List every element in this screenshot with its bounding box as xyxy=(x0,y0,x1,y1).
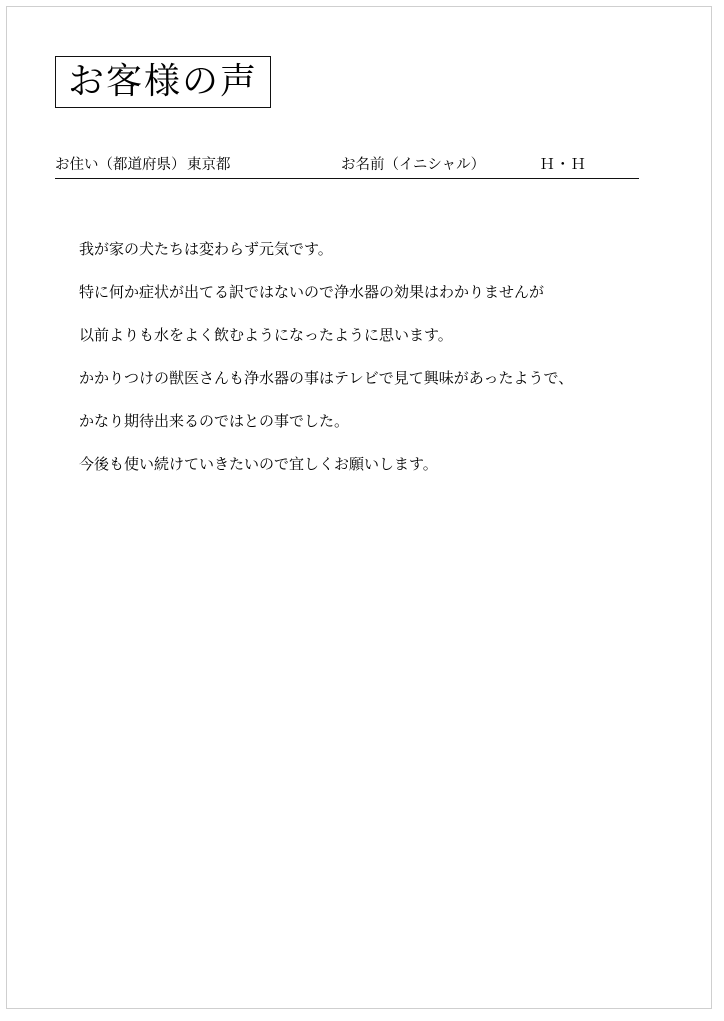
body-line: かかりつけの獣医さんも浄水器の事はテレビで見て興味があったようで、 xyxy=(79,371,574,387)
body-line: 今後も使い続けていきたいので宜しくお願いします。 xyxy=(79,457,438,473)
body-line: 以前よりも水をよく飲むようになったように思います。 xyxy=(79,328,453,344)
paper-sheet xyxy=(6,6,712,1009)
body-line: 我が家の犬たちは変わらず元気です。 xyxy=(79,242,333,258)
body-line: 特に何か症状が出てる訳ではないので浄水器の効果はわかりませんが xyxy=(79,285,545,301)
address-label: お住い（都道府県） xyxy=(55,157,186,173)
address-value: 東京都 xyxy=(187,157,231,173)
document-title-box xyxy=(55,56,271,108)
meta-row xyxy=(55,152,639,179)
body-line: かなり期待出来るのではとの事でした。 xyxy=(79,414,350,430)
testimonial-body xyxy=(75,229,665,487)
name-value: Ｈ・Ｈ xyxy=(540,157,587,173)
name-label: お名前（イニシャル） xyxy=(341,157,486,173)
page-title: お客様の声 xyxy=(68,61,259,101)
